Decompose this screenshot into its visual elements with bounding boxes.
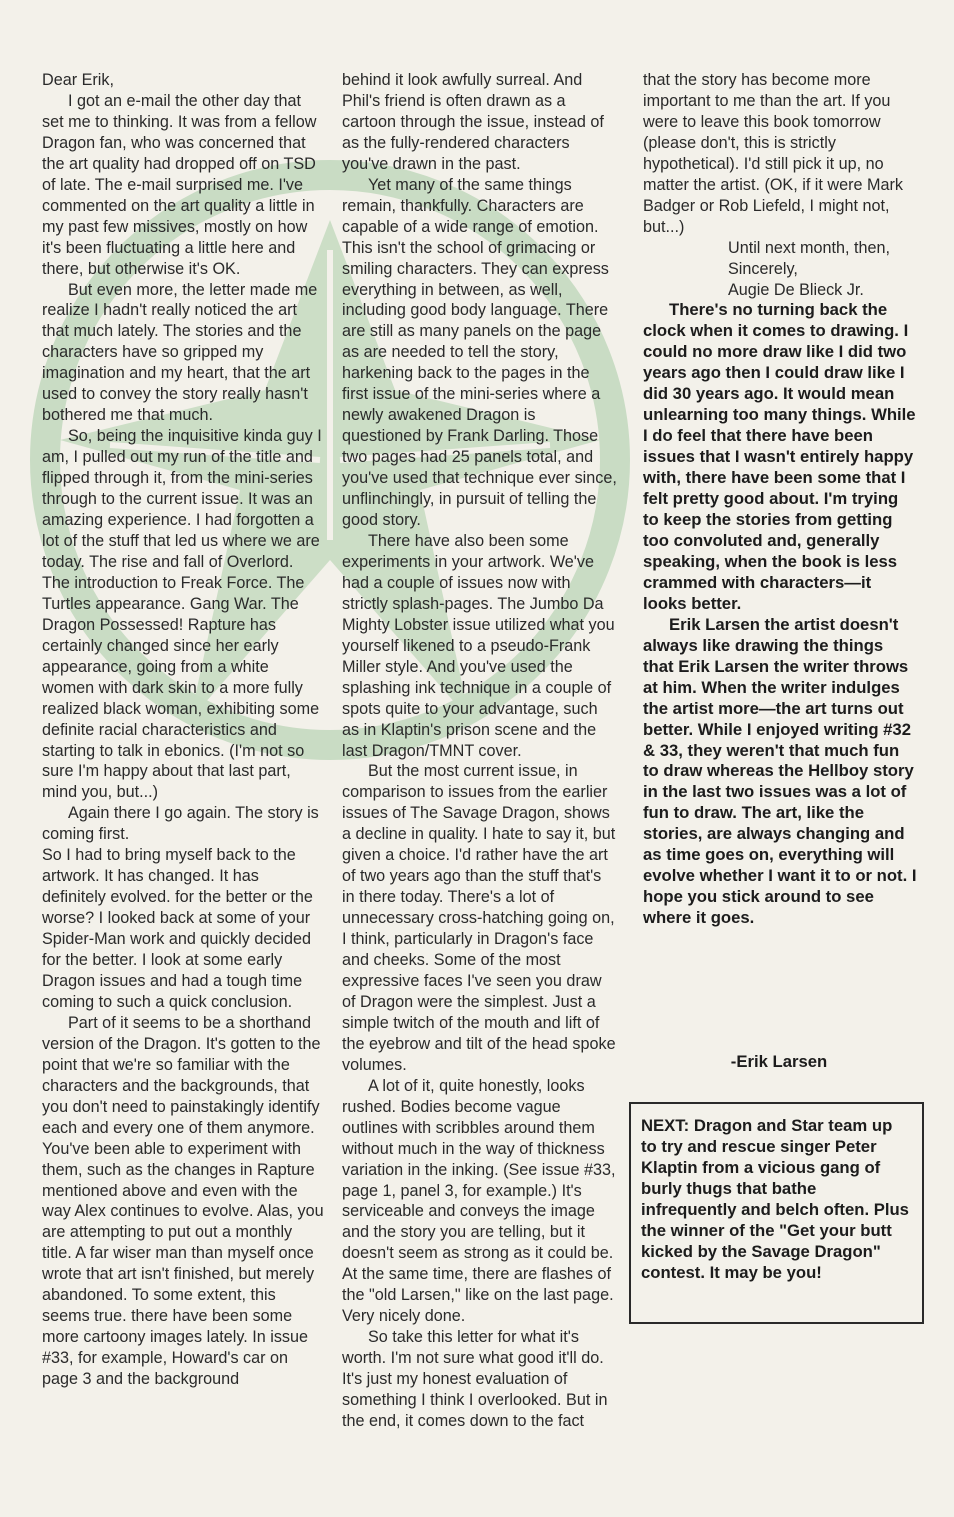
letter-salutation: Dear Erik, [42, 71, 114, 89]
letter-paragraph: that the story has become more important to me than the art. If you were to leave this book tomorrow (please don't, this is strictly hypothetical). I'd still pick it up, no matter the artist. (OK, if it were Mark Badger or Rob Liefeld, I might not, but...) [643, 71, 903, 236]
editor-signoff: -Erik Larsen [730, 1052, 828, 1071]
letter-paragraph: behind it look awfully surreal. And Phil's friend is often drawn as a cartoon through the issue, instead of as the fully-rendered characters you've drawn in the past. [342, 71, 604, 173]
editor-reply [643, 300, 917, 929]
letter-closing: Sincerely, [728, 259, 798, 278]
letter-paragraph: Again there I go again. The story is coming first. [42, 804, 319, 844]
next-issue-text: NEXT: Dragon and Star team up to try and rescue singer Peter Klaptin from a vicious gang of burly thugs that bathe infrequently and belch often. Plus the winner of the "Get your butt kicked by the Savage Dragon" contest. It may be you! [641, 1116, 909, 1282]
letter-paragraph: Part of it seems to be a shorthand version of the Dragon. It's gotten to the point that we're so familiar with the characters and the backgrounds, that you don't need to painstakingly identify each and every one of them anymore. You've been able to experiment with them, such as the changes in Rapture mentioned above and even with the way Alex continues to evolve. Alas, you are attempting to put out a monthly title. A far wiser man than myself once wrote that art isn't finished, but merely abandoned. To some extent, this seems true. there have been some more cartoony images lately. In issue #33, for example, Howard's car on page 3 and the background [42, 1013, 324, 1389]
letter-paragraph: But even more, the letter made me realize I hadn't really noticed the art that much lately. The stories and the characters have so gripped my imagination and my heart, that the art used to convey the story really hasn't bothered me that much. [42, 280, 318, 425]
letter-closing: Until next month, then, [728, 238, 890, 257]
letter-column-2 [342, 70, 618, 1432]
letter-paragraph: Yet many of the same things remain, thankfully. Characters are capable of a wide range of emotion. This isn't the school of grimacing or smiling characters. They can express everything in between, as well, including good body language. There are still as many panels on the page as are needed to tell the story, harkening back to the pages in the first issue of the mini-series where a newly awakened Dragon is questioned by Frank Darling. Those two pages had 25 panels total, and you've used that technique ever since, unflinchingly, in pursuit of telling the good story. [342, 175, 617, 530]
letter-paragraph: So, being the inquisitive kinda guy I am, I pulled out my run of the title and flipped through it, from the mini-series through to the current issue. It was an amazing experience. I had forgotten a lot of the stuff that led us where we are today. The rise and fall of Overlord. The introduction to Freak Force. The Turtles appearance. Gang War. The Dragon Possessed! Rapture has certainly changed since her early appearance, going from a white women with dark skin to a more fully realized black woman, exhibiting some definite racial characteristics and starting to talk in ebonics. (I'm not so sure I'm happy about that last part, mind you, but...) [42, 427, 322, 802]
letter-paragraph: I got an e-mail the other day that set me to thinking. It was from a fellow Dragon fan, who was concerned that the art quality had dropped off on TSD of late. The e-mail surprised me. I've commented on the art quality a little in my past few missives, mostly on how it's been fluctuating a little here and there, but otherwise it's OK. [42, 91, 317, 278]
letter-paragraph: But the most current issue, in comparison to issues from the earlier issues of The Savage Dragon, shows a decline in quality. I hate to say it, but given a choice. I'd rather have the art of two years ago than the stuff that's in there today. There's a lot of unnecessary cross-hatching going on, I think, particularly in Dragon's face and cheeks. Some of the most expressive faces I've seen you draw of Dragon were the simplest. Just a simple twitch of the mouth and lift of the eyebrow and tilt of the head spoke volumes. [342, 762, 616, 1074]
letter-paragraph: So take this letter for what it's worth. I'm not sure what good it'll do. It's just my honest evaluation of something I think I overlooked. But in the end, it comes down to the fact [342, 1328, 608, 1430]
letter-paragraph: So I had to bring myself back to the artwork. It has changed. It has definitely evolved. for the better or the worse? I looked back at some of your Spider-Man work and quickly decided for the better. I look at some early Dragon issues and had a tough time coming to such a quick conclusion. [42, 846, 313, 1011]
letter-paragraph: There have also been some experiments in your artwork. We've had a couple of issues now with strictly splash-pages. The Jumbo Da Mighty Lobster issue utilized what you yourself likened to a pseudo-Frank Miller style. And you've used the splashing ink technique in a couple of spots quite to your advantage, such as in Klaptin's prison scene and the last Dragon/TMNT cover. [342, 531, 615, 760]
letter-paragraph: A lot of it, quite honestly, looks rushed. Bodies become vague outlines with scribbles around them without much in the way of thickness variation in the inking. (See issue #33, page 1, panel 3, for example.) It's serviceable and conveys the image and the story you are telling, but it doesn't seem as strong as it could be. At the same time, there are flashes of the "old Larsen," like on the last page. Very nicely done. [342, 1076, 616, 1326]
reply-paragraph: Erik Larsen the artist doesn't always like drawing the things that Erik Larsen the writer throws at him. When the writer indulges the artist more—the art turns out better. While I enjoyed writing #32 & 33, they weren't that much fun to draw whereas the Hellboy story in the last two issues was a lot of fun to draw. The art, like the stories, are always changing and as time goes on, everything will evolve whether I want it to or not. I hope you stick around to see where it goes. [643, 614, 917, 928]
letter-column-1 [42, 70, 324, 1390]
letter-column-3 [643, 70, 917, 929]
letter-signature: Augie De Blieck Jr. [728, 280, 864, 299]
reply-paragraph: There's no turning back the clock when it comes to drawing. I could no more draw like I did two years ago then I could draw like I did 30 years ago. It would mean unlearning too many things. While I do feel that there have been issues that I wasn't entirely happy with, there have been some that I felt pretty good about. I'm trying to keep the stories from getting too convoluted and, generally speaking, when the book is less crammed with characters—it looks better. [643, 300, 916, 613]
next-issue-box [629, 1102, 924, 1324]
